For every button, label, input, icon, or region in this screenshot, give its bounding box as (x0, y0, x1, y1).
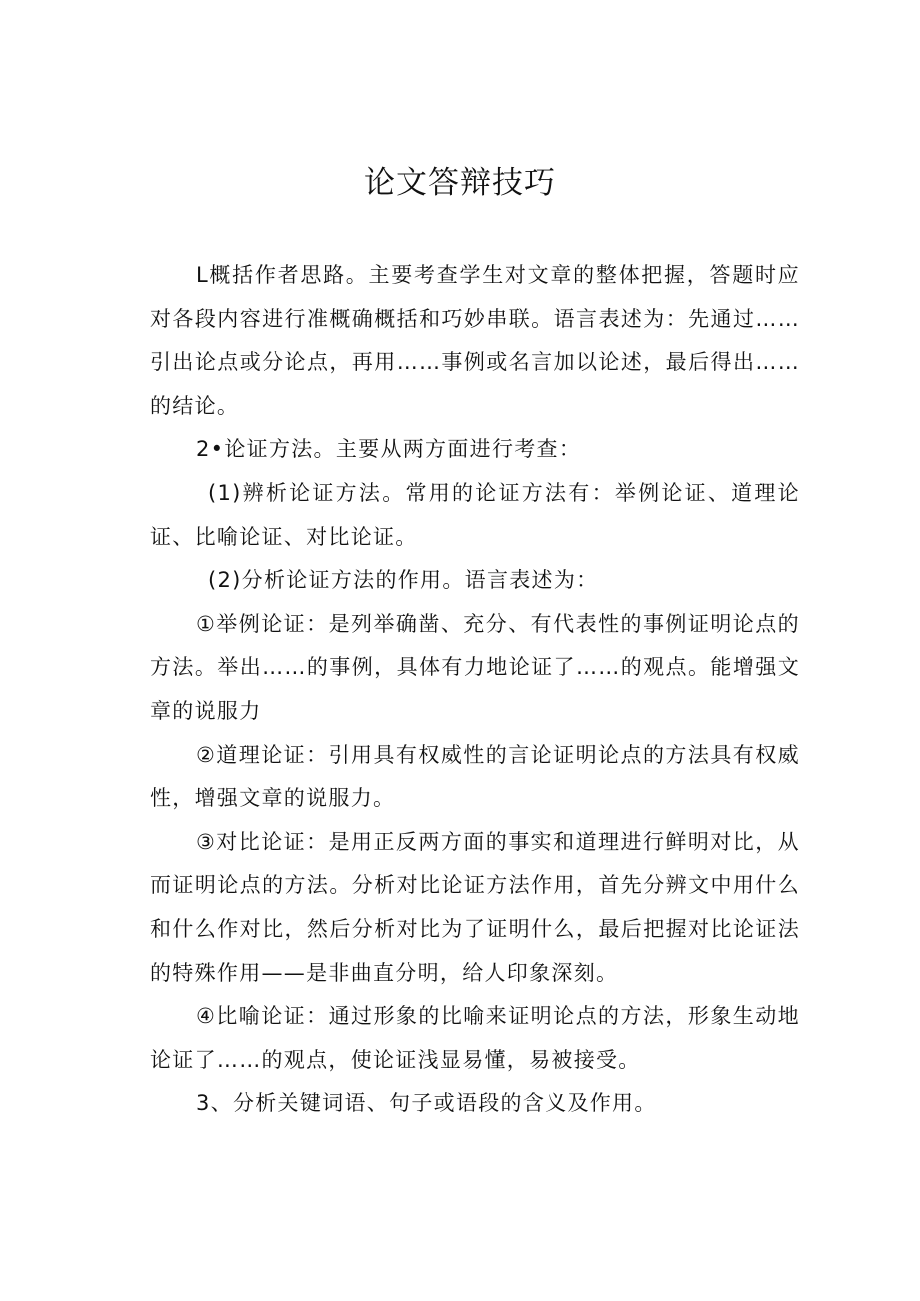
paragraph-argument-methods: 2•论证方法。主要从两方面进行考查： (196, 437, 582, 462)
document-body (150, 254, 800, 1126)
document-title: 论文答辩技巧 (364, 165, 556, 201)
paragraph-metaphor-argument: ④比喻论证：通过形象的比喻来证明论点的方法，形象生动地论证了……的观点，使论证浅显易懂，易被接受。 (150, 1004, 800, 1072)
paragraph-identify-methods: (1)辨析论证方法。常用的论证方法有：举例论证、道理论证、比喻论证、对比论证。 (150, 480, 800, 549)
paragraph-contrast-argument: ③对比论证：是用正反两方面的事实和道理进行鲜明对比，从而证明论点的方法。分析对比论证方法作用，首先分辨文中用什么和什么作对比，然后分析对比为了证明什么，最后把握对比论证法的特殊作用——是非曲直分明，给人印象深刻。 (150, 829, 800, 985)
paragraph-reasoning-argument: ②道理论证：引用具有权威性的言论证明论点的方法具有权威性，增强文章的说服力。 (150, 742, 800, 811)
paragraph-summary-thinking: L概括作者思路。主要考查学生对文章的整体把握，答题时应对各段内容进行准概确概括和巧妙串联。语言表述为：先通过……引出论点或分论点，再用……事例或名言加以论述，最后得出……的结论。 (150, 263, 800, 418)
paragraph-analyze-methods: (2)分析论证方法的作用。语言表述为： (208, 568, 599, 593)
paragraph-example-argument: ①举例论证：是列举确凿、充分、有代表性的事例证明论点的方法。举出……的事例，具体有力地论证了……的观点。能增强文章的说服力 (150, 611, 800, 723)
paragraph-key-words: 3、分析关键词语、句子或语段的含义及作用。 (196, 1091, 657, 1116)
